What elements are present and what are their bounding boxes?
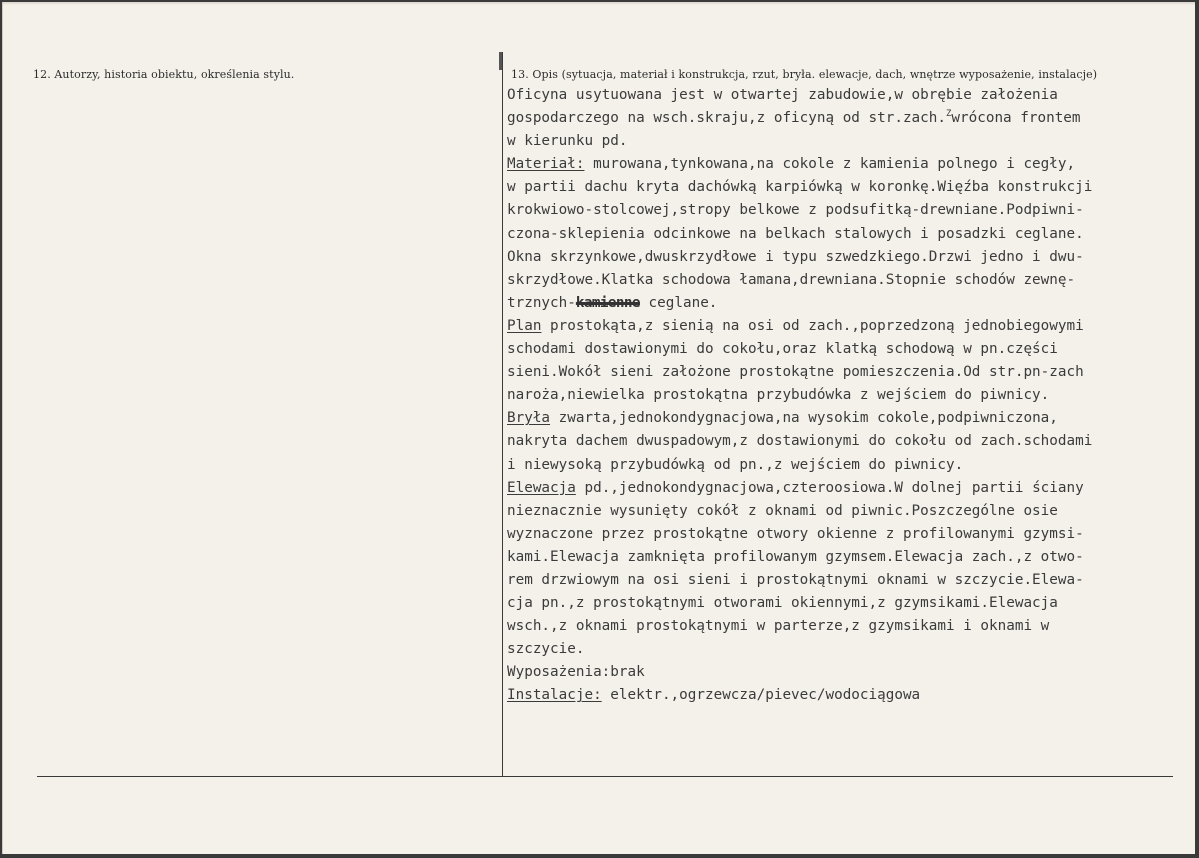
text-line: kami.Elewacja zamknięta profilowanym gzymsem.Elewacja zach.,z otwo-: [507, 548, 1084, 565]
text-line: schodami dostawionymi do cokołu,oraz klatką schodową w pn.części: [507, 341, 1058, 358]
bryla-label: Bryła: [507, 410, 551, 427]
text-line: naroża,niewielka prostokątna przybudówka z wejściem do piwnicy.: [507, 387, 1050, 404]
instalacje-label: Instalacje:: [507, 687, 602, 704]
text-line: wyznaczone przez prostokątne otwory okienne z profilowanymi gzymsi-: [507, 525, 1084, 542]
text-line: Plan prostokąta,z sienią na osi od zach.,poprzedzoną jednobiegowymi: [507, 317, 1084, 334]
text-line: Materiał: murowana,tynkowana,na cokole z kamienia polnego i cegły,: [507, 156, 1076, 173]
bottom-rule: [37, 776, 1173, 777]
text-line: szczycie.: [507, 641, 585, 658]
text-line: czona-sklepienia odcinkowe na belkach stalowych i posadzki ceglane.: [507, 225, 1084, 242]
column-divider: [502, 52, 503, 777]
struck-word: kamienne: [575, 294, 640, 311]
text-line: Oficyna usytuowana jest w otwartej zabudowie,w obrębie założenia: [507, 87, 1058, 103]
section-12-heading: 12. Autorzy, historia obiektu, określenia stylu.: [33, 68, 295, 81]
text-line: Bryła zwarta,jednokondygnacjowa,na wysokim cokole,podpiwniczona,: [507, 410, 1058, 427]
text-line: Okna skrzynkowe,dwuskrzydłowe i typu szwedzkiego.Drzwi jedno i dwu-: [507, 248, 1084, 265]
text-line: rem drzwiowym na osi sieni i prostokątnymi oknami w szczycie.Elewa-: [507, 571, 1084, 588]
text-line: Instalacje: elektr.,ogrzewcza/pievec/wodociągowa: [507, 687, 921, 704]
text-line: w kierunku pd.: [507, 133, 628, 150]
sheet-top-edge: [3, 2, 1195, 5]
text-line: skrzydłowe.Klatka schodowa łamana,drewniana.Stopnie schodów zewnę-: [507, 271, 1076, 288]
material-label: Materiał:: [507, 156, 585, 173]
text-line: wsch.,z oknami prostokątnymi w parterze,z gzymsikami i oknami w: [507, 618, 1050, 635]
plan-label: Plan: [507, 317, 542, 334]
text-line: Wyposażenia:brak: [507, 664, 645, 681]
text-line: nieznacznie wysunięty cokół z oknami od piwnic.Poszczególne osie: [507, 502, 1058, 519]
description-text: [507, 84, 1193, 708]
text-line: Elewacja pd.,jednokondygnacjowa,czteroosiowa.W dolnej partii ściany: [507, 479, 1084, 496]
text-line: cja pn.,z prostokątnymi otworami okiennymi,z gzymsikami.Elewacja: [507, 595, 1058, 612]
text-line: nakryta dachem dwuspadowym,z dostawionymi do cokołu od zach.schodami: [507, 433, 1093, 450]
text-line: i niewysoką przybudówką od pn.,z wejściem do piwnicy.: [507, 456, 964, 473]
form-sheet: [2, 2, 1195, 854]
text-line: w partii dachu kryta dachówką karpiówką w koronkę.Więźba konstrukcji: [507, 179, 1093, 196]
text-line: trznych-kamienne ceglane.: [507, 294, 718, 311]
section-13-heading: 13. Opis (sytuacja, materiał i konstrukcja, rzut, bryła. elewacje, dach, wnętrze wyposażenie, instalacje): [511, 68, 1098, 81]
elewacja-label: Elewacja: [507, 479, 576, 496]
text-line: krokwiowo-stolcowej,stropy belkowe z podsufitką-drewniane.Podpiwni-: [507, 202, 1084, 219]
text-line: sieni.Wokół sieni założone prostokątne pomieszczenia.Od str.pn-zach: [507, 364, 1084, 381]
text-line: gospodarczego na wsch.skraju,z oficyną od str.zach.$^Z$wrócona frontem: [507, 109, 1081, 127]
